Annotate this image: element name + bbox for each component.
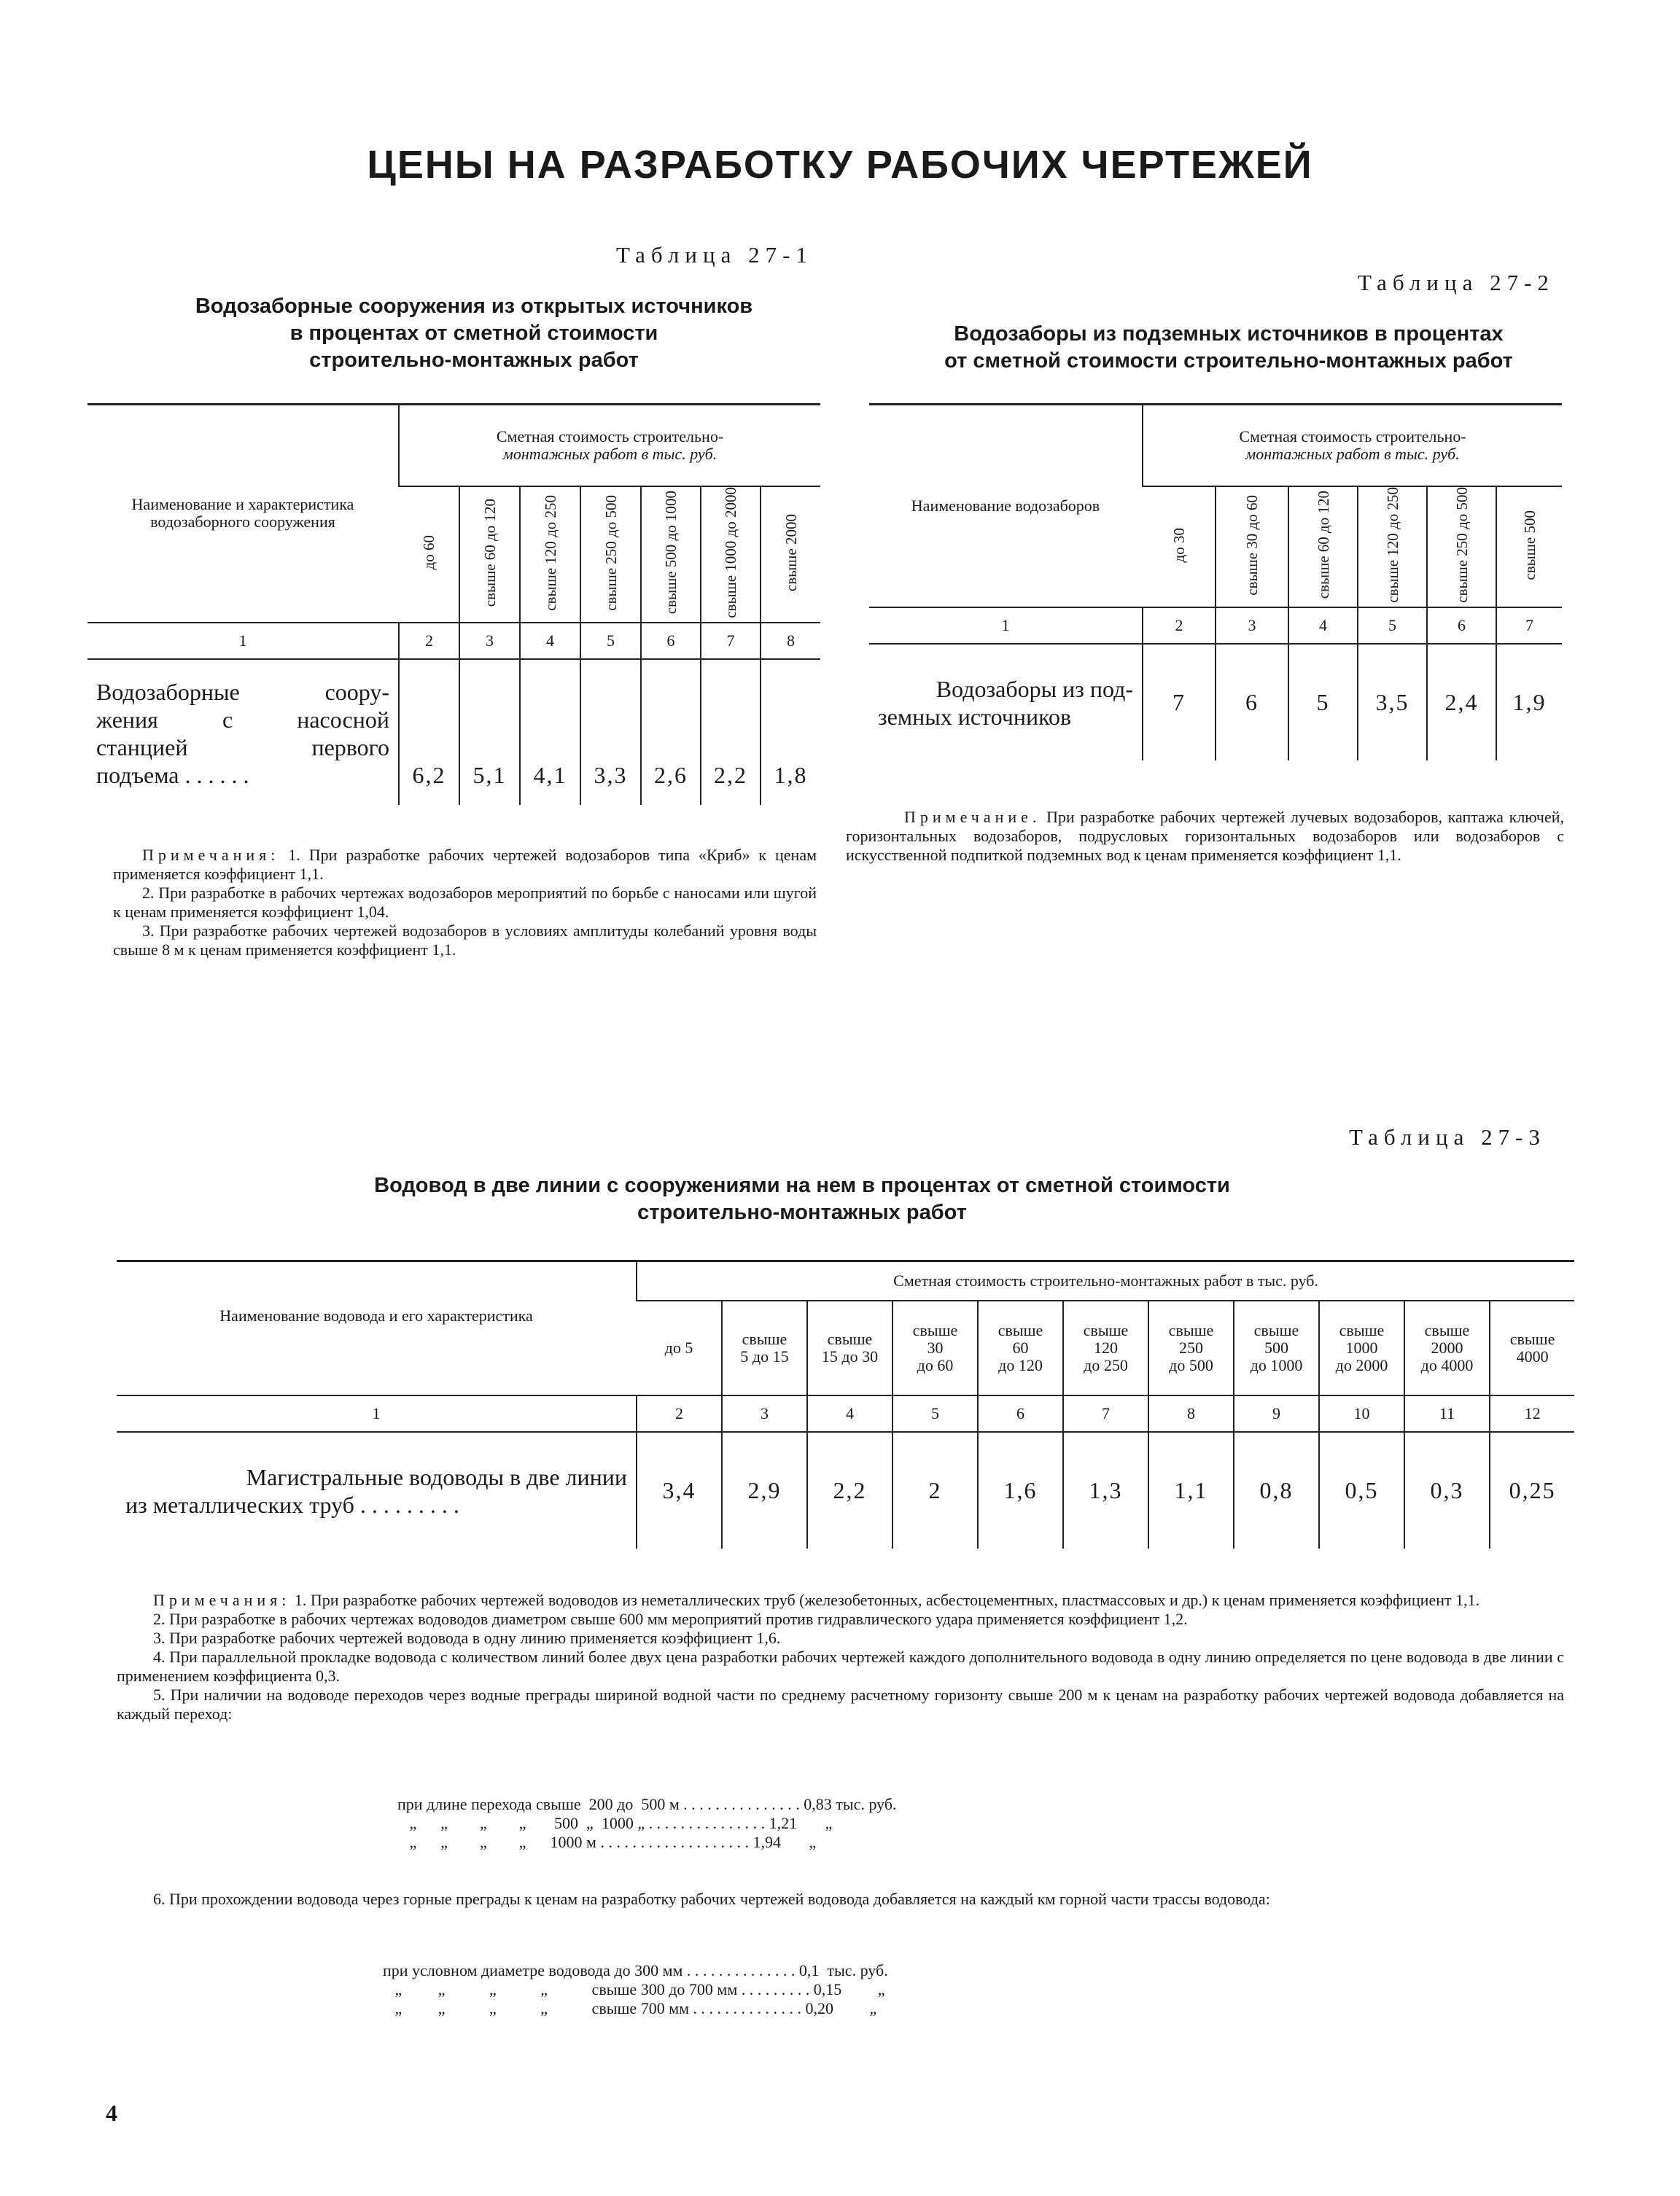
- column-header: свыше 120 до 250: [1063, 1301, 1148, 1395]
- table-cell: 5: [1288, 644, 1358, 760]
- column-number: 1: [869, 607, 1143, 644]
- table-row: [88, 659, 820, 805]
- table-cell: 2,9: [722, 1432, 807, 1549]
- group-header: Сметная стоимость строительно-монтажных работ в тыс. руб.: [637, 1261, 1574, 1301]
- group-header-line: Сметная стоимость строительно-: [496, 427, 724, 445]
- note: 3. При разработке рабочих чертежей водовода в одну линию применяется коэффициент 1,6.: [153, 1629, 781, 1647]
- column-number: 11: [1404, 1395, 1490, 1432]
- column-header: свыше 250 до 500: [1148, 1301, 1234, 1395]
- table-cell: 2,2: [701, 659, 761, 805]
- column-number: 8: [1148, 1395, 1234, 1432]
- caption-line: от сметной стоимости строительно-монтажных работ: [944, 349, 1513, 373]
- column-header: свыше 60 до 120: [1288, 486, 1358, 607]
- column-number: 1: [88, 623, 399, 659]
- column-number: 4: [1288, 607, 1358, 644]
- name-header: Наименование водовода и его характеристика: [117, 1261, 637, 1396]
- price-line: при длине перехода свыше 200 до 500 м . . . . . . . . . . . . . . . 0,83 тыс. руб.: [397, 1795, 897, 1813]
- caption-line: строительно-монтажных работ: [309, 349, 639, 372]
- column-number: 6: [641, 623, 701, 659]
- row-name: Водозаборные соору- жения с насосной станцией первого подъема . . . . . .: [96, 678, 389, 788]
- page-title: ЦЕНЫ НА РАЗРАБОТКУ РАБОЧИХ ЧЕРТЕЖЕЙ: [367, 143, 1313, 187]
- column-header: свыше 1000 до 2000: [1319, 1301, 1404, 1395]
- column-number: 3: [459, 623, 520, 659]
- caption-line: Водовод в две линии с сооружениями на нем в процентах от сметной стоимости: [374, 1174, 1230, 1197]
- column-header: до 5: [637, 1301, 722, 1395]
- table-cell: 5,1: [459, 659, 520, 805]
- group-header-line: Сметная стоимость строительно-: [1239, 427, 1466, 445]
- column-header: до 60: [399, 486, 459, 623]
- column-number: 6: [978, 1395, 1063, 1432]
- table-1: [88, 403, 820, 805]
- note: 2. При разработке в рабочих чертежах водозаборов мероприятий по борьбе с наносами или шугой к ценам применяется коэффициент 1,04.: [113, 884, 817, 921]
- column-header: свыше 500 до 1000: [1234, 1301, 1319, 1395]
- table-row: [117, 1432, 1574, 1549]
- table-cell: 6: [1216, 644, 1288, 760]
- table-cell: 1,1: [1148, 1432, 1234, 1549]
- table-2-notes: [846, 808, 1564, 865]
- price-line: „ „ „ „ 1000 м . . . . . . . . . . . . . . . . . . . 1,94 „: [397, 1833, 817, 1851]
- table-3: [117, 1260, 1574, 1549]
- price-line: „ „ „ „ 500 „ 1000 „ . . . . . . . . . . . . . . . 1,21 „: [397, 1814, 833, 1832]
- column-header: свыше 500: [1496, 486, 1562, 607]
- table-cell: 0,5: [1319, 1432, 1404, 1549]
- crossing-price-list: [397, 1795, 897, 1852]
- column-number: 5: [1358, 607, 1427, 644]
- column-number: 7: [701, 623, 761, 659]
- note-6: [117, 1890, 1564, 1909]
- table-cell: 2,2: [807, 1432, 892, 1549]
- column-header: свыше 60 до 120: [978, 1301, 1063, 1395]
- row-name: Водозаборы из под- земных источников: [878, 675, 1133, 730]
- column-header: свыше 2000 до 4000: [1404, 1301, 1490, 1395]
- group-header-line: монтажных работ в тыс. руб.: [1245, 445, 1460, 463]
- table-row: [869, 644, 1562, 760]
- note: 2. При разработке в рабочих чертежах водоводов диаметром свыше 600 мм мероприятий против гидравлического удара применяется коэффициент 1,2.: [153, 1610, 1188, 1628]
- column-number: 4: [807, 1395, 892, 1432]
- column-number: 12: [1490, 1395, 1574, 1432]
- column-number: 2: [637, 1395, 722, 1432]
- name-header: Наименование водозаборов: [869, 405, 1143, 608]
- column-header: свыше 15 до 30: [807, 1301, 892, 1395]
- column-header: свыше 2000: [761, 486, 820, 623]
- column-number: 5: [580, 623, 641, 659]
- column-header: до 30: [1143, 486, 1216, 607]
- column-number: 2: [1143, 607, 1216, 644]
- column-number: 8: [761, 623, 820, 659]
- table-2-label: Таблица 27-2: [1358, 270, 1555, 295]
- column-number: 7: [1496, 607, 1562, 644]
- caption-line: Водозаборы из подземных источников в процентах: [954, 322, 1504, 346]
- group-header: [399, 405, 820, 487]
- price-line: „ „ „ „ свыше 300 до 700 мм . . . . . . . . . 0,15 „: [383, 1980, 885, 1998]
- note: Примечание. При разработке рабочих чертежей лучевых водозаборов, каптажа ключей, горизонтальных водозаборов, подрусловых горизонтальных водозаборов или водозаборов с искусственной подпиткой подземных вод к ценам применяется коэффициент 1,1.: [846, 808, 1564, 864]
- note: 5. При наличии на водоводе переходов через водные преграды шириной водной части по среднему расчетному горизонту свыше 200 м к ценам на разработку рабочих чертежей водовода добавляется на каждый переход:: [117, 1686, 1564, 1723]
- table-cell: 3,4: [637, 1432, 722, 1549]
- column-header: свыше 1000 до 2000: [701, 486, 761, 623]
- caption-line: Водозаборные сооружения из открытых источников: [195, 295, 753, 318]
- table-cell: 0,3: [1404, 1432, 1490, 1549]
- table-cell: 3,5: [1358, 644, 1427, 760]
- group-header: [1143, 405, 1562, 487]
- table-cell: 1,8: [761, 659, 820, 805]
- caption-line: в процентах от сметной стоимости: [289, 322, 658, 345]
- column-number: 10: [1319, 1395, 1404, 1432]
- column-number: 6: [1427, 607, 1496, 644]
- column-number: 7: [1063, 1395, 1148, 1432]
- table-cell: 1,3: [1063, 1432, 1148, 1549]
- note: 4. При параллельной прокладке водовода с количеством линий более двух цена разработки рабочих чертежей каждого дополнительного водовода в одну линию определяется по цене водовода в две линии с применением коэффициента 0,3.: [117, 1648, 1564, 1685]
- column-number: 4: [520, 623, 580, 659]
- name-header: Наименование и характеристика водозаборного сооружения: [88, 405, 399, 623]
- table-cell: 1,9: [1496, 644, 1562, 760]
- diameter-price-list: [383, 1961, 888, 2018]
- price-line: „ „ „ „ свыше 700 мм . . . . . . . . . . . . . . 0,20 „: [383, 1999, 877, 2017]
- page-number: 4: [106, 2100, 117, 2126]
- table-1-caption: [146, 293, 802, 374]
- note: 6. При прохождении водовода через горные преграды к ценам на разработку рабочих чертежей водовода добавляется на каждый км горной части трассы водовода:: [153, 1890, 1270, 1908]
- caption-line: строительно-монтажных работ: [637, 1201, 967, 1224]
- column-number: 3: [722, 1395, 807, 1432]
- table-cell: 4,1: [520, 659, 580, 805]
- table-cell: 2,4: [1427, 644, 1496, 760]
- column-header: свыше 120 до 250: [1358, 486, 1427, 607]
- note: 3. При разработке рабочих чертежей водозаборов в условиях амплитуды колебаний уровня воды свыше 8 м к ценам применяется коэффициент 1,1.: [113, 922, 817, 959]
- table-cell: 2: [892, 1432, 978, 1549]
- table-cell: 0,8: [1234, 1432, 1319, 1549]
- table-3-label: Таблица 27-3: [1349, 1124, 1546, 1150]
- column-header: свыше 4000: [1490, 1301, 1574, 1395]
- table-2: [869, 403, 1562, 760]
- table-cell: 2,6: [641, 659, 701, 805]
- column-header: свыше 120 до 250: [520, 486, 580, 623]
- group-header-line: монтажных работ в тыс. руб.: [502, 445, 718, 463]
- column-number: 2: [399, 623, 459, 659]
- column-number: 3: [1216, 607, 1288, 644]
- column-number: 5: [892, 1395, 978, 1432]
- table-1-label: Таблица 27-1: [616, 242, 813, 268]
- column-header: свыше 5 до 15: [722, 1301, 807, 1395]
- table-3-notes: [117, 1591, 1564, 1724]
- column-header: свыше 250 до 500: [1427, 486, 1496, 607]
- column-header: свыше 500 до 1000: [641, 486, 701, 623]
- column-number: 1: [117, 1395, 637, 1432]
- table-2-caption: [868, 321, 1590, 375]
- column-header: свыше 30 до 60: [1216, 486, 1288, 607]
- table-3-caption: [219, 1172, 1385, 1226]
- table-cell: 1,6: [978, 1432, 1063, 1549]
- row-name: Магистральные водоводы в две линии из металлических труб . . . . . . . . .: [125, 1463, 627, 1518]
- column-header: свыше 250 до 500: [580, 486, 641, 623]
- table-cell: 3,3: [580, 659, 641, 805]
- table-1-notes: [113, 846, 817, 959]
- table-cell: 7: [1143, 644, 1216, 760]
- column-header: свыше 30 до 60: [892, 1301, 978, 1395]
- table-cell: 0,25: [1490, 1432, 1574, 1549]
- price-line: при условном диаметре водовода до 300 мм . . . . . . . . . . . . . . 0,1 тыс. руб.: [383, 1961, 888, 1979]
- column-header: свыше 60 до 120: [459, 486, 520, 623]
- column-number: 9: [1234, 1395, 1319, 1432]
- table-cell: 6,2: [399, 659, 459, 805]
- note: Примечания: 1. При разработке рабочих чертежей водоводов из неметаллических труб (железобетонных, асбестоцементных, пластмассовых и др.) к ценам применяется коэффициент 1,1.: [153, 1591, 1480, 1609]
- note: Примечания: 1. При разработке рабочих чертежей водозаборов типа «Криб» к ценам применяется коэффициент 1,1.: [113, 846, 817, 883]
